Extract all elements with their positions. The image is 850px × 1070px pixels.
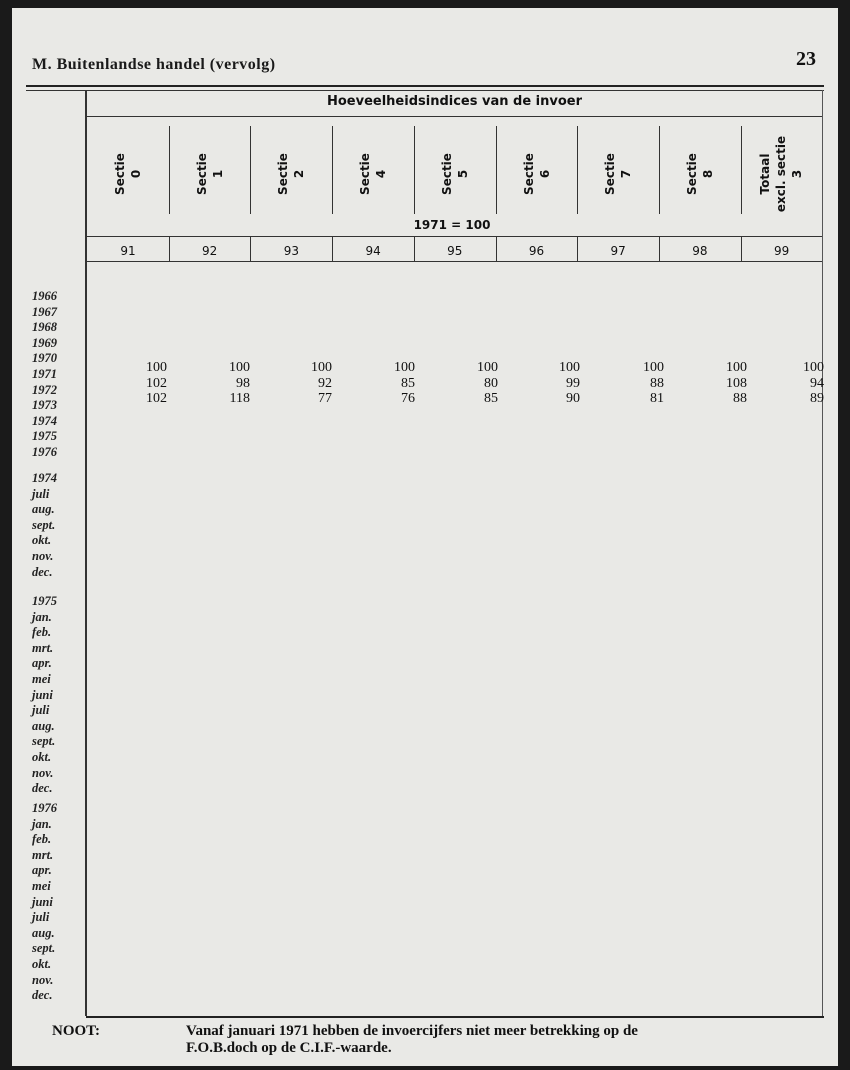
table-cell: 100 [726,360,747,375]
row-label: aug. [32,502,55,517]
row-label: jan. [32,816,52,831]
table-cell: 88 [733,391,747,407]
row-label: juli [32,703,50,718]
table-cell: 90 [566,391,580,407]
column-separator [414,236,415,261]
column-separator [659,236,660,261]
row-label: 1972 [32,382,57,397]
column-code: 94 [365,244,381,258]
table-cell: 100 [477,360,498,375]
column-separator [577,126,578,214]
column-header-text: Sectie 4 [358,153,389,195]
column-header [414,130,496,218]
table-cell: 88 [650,375,664,391]
column-separator [250,126,251,214]
column-separator [577,236,578,261]
table-cell: 80 [484,375,498,391]
column-header-text: Sectie 2 [276,153,307,195]
column-separator [169,126,170,214]
row-label: sept. [32,517,56,532]
column-separator [496,236,497,261]
table-cell: 85 [484,391,498,407]
header-rule [87,116,822,117]
row-label: apr. [32,656,52,671]
column-separator [741,236,742,261]
base-year-label: 1971 = 100 [413,218,491,232]
row-label: feb. [32,832,52,847]
column-header [659,130,741,218]
row-label: mrt. [32,847,54,862]
table-cell: 100 [146,360,167,375]
table-cell: 100 [803,360,824,375]
table-cell: 77 [318,391,332,407]
table-cell: 108 [726,375,747,391]
row-label: 1966 [32,289,57,303]
row-label: 1976 [32,801,57,815]
table-cell: 118 [229,391,250,407]
column-code: 92 [202,244,218,258]
footnote-line-1: Vanaf januari 1971 hebben de invoercijfers niet meer betrekking op de [186,1023,638,1039]
column-code: 97 [610,244,626,258]
row-label: juli [32,486,50,501]
row-label: mei [32,672,51,686]
row-label: sept. [32,734,56,749]
top-rule-thin [26,90,824,91]
table-cell: 76 [401,391,415,407]
label-column-divider [85,90,87,1016]
table-group-header: Hoeveelheidsindices van de invoer [326,94,583,109]
page-number: 23 [796,48,816,70]
column-separator [332,236,333,261]
row-label: 1974 [32,471,57,485]
row-label: okt. [32,957,52,971]
column-header [741,130,823,218]
table-cell: 99 [566,375,580,391]
table-cell: 100 [394,360,415,375]
footnote-label: NOOT: [52,1023,101,1039]
row-label: 1968 [32,320,57,335]
footnote [52,1023,638,1057]
row-label: nov. [32,972,54,987]
row-label: okt. [32,750,52,764]
row-label: 1971 [32,367,57,381]
table-cell: 102 [146,391,167,407]
footnote-line-2: F.O.B.doch op de C.I.F.-waarde. [186,1040,392,1056]
column-header [577,130,659,218]
column-separator [250,236,251,261]
row-label: 1976 [32,445,57,459]
row-label: dec. [32,988,53,1003]
column-header [169,130,251,218]
row-label: dec. [32,564,53,579]
column-code: 91 [120,244,136,258]
row-label: juni [32,894,53,909]
row-label: 1969 [32,335,57,350]
row-label: 1970 [32,351,57,366]
row-label: mrt. [32,640,54,655]
table-cell: 85 [401,375,415,391]
table-cell: 92 [318,375,332,391]
column-code: 96 [528,244,545,258]
row-label: nov. [32,549,54,563]
column-header [87,130,169,218]
page-title: M. Buitenlandse handel (vervolg) [32,56,276,73]
table-cell: 102 [146,375,167,391]
column-header [496,130,578,218]
row-label: jan. [32,609,52,624]
column-header-text: Totaal excl. sectie 3 [758,135,805,213]
column-header [332,130,414,218]
column-code: 93 [283,244,300,258]
column-header-text: Sectie 0 [112,153,143,195]
column-code: 98 [692,244,708,258]
row-label: aug. [32,925,55,940]
row-label: feb. [32,625,52,640]
top-rule [26,85,824,87]
row-label: 1974 [32,413,57,428]
row-label: juni [32,687,53,702]
table-cell: 89 [810,391,824,407]
column-separator [741,126,742,214]
table-cell: 98 [236,375,250,391]
row-label: aug. [32,718,55,733]
row-label: 1973 [32,398,57,413]
code-row-top-rule [87,236,822,237]
table-cell: 100 [643,360,664,375]
table-cell: 100 [559,360,580,375]
column-separator [659,126,660,214]
column-separator [332,126,333,214]
column-separator [414,126,415,214]
row-label: mei [32,879,51,893]
document-page [12,8,838,1066]
code-row-bottom-rule [87,261,822,262]
row-label: apr. [32,863,52,878]
table-cell: 81 [650,391,664,407]
table-cell: 100 [229,360,250,375]
row-label: dec. [32,781,53,796]
column-separator [169,236,170,261]
column-header-text: Sectie 6 [521,153,552,195]
bottom-rule [86,1016,824,1018]
column-header-text: Sectie 1 [194,153,225,195]
row-label: okt. [32,533,52,548]
column-header [250,130,332,218]
row-label: 1975 [32,429,57,444]
row-label: 1967 [32,304,57,319]
row-label: juli [32,910,50,925]
column-header-text: Sectie 8 [684,153,715,195]
table-cell: 94 [810,375,824,391]
column-header-text: Sectie 7 [603,153,634,195]
column-code: 95 [447,244,463,258]
row-label: sept. [32,941,56,956]
row-label: nov. [32,765,54,780]
column-separator [496,126,497,214]
right-border [822,90,823,1016]
column-header-text: Sectie 5 [439,153,470,195]
column-code: 99 [773,244,790,258]
table-cell: 100 [311,360,332,375]
row-label: 1975 [32,594,57,608]
